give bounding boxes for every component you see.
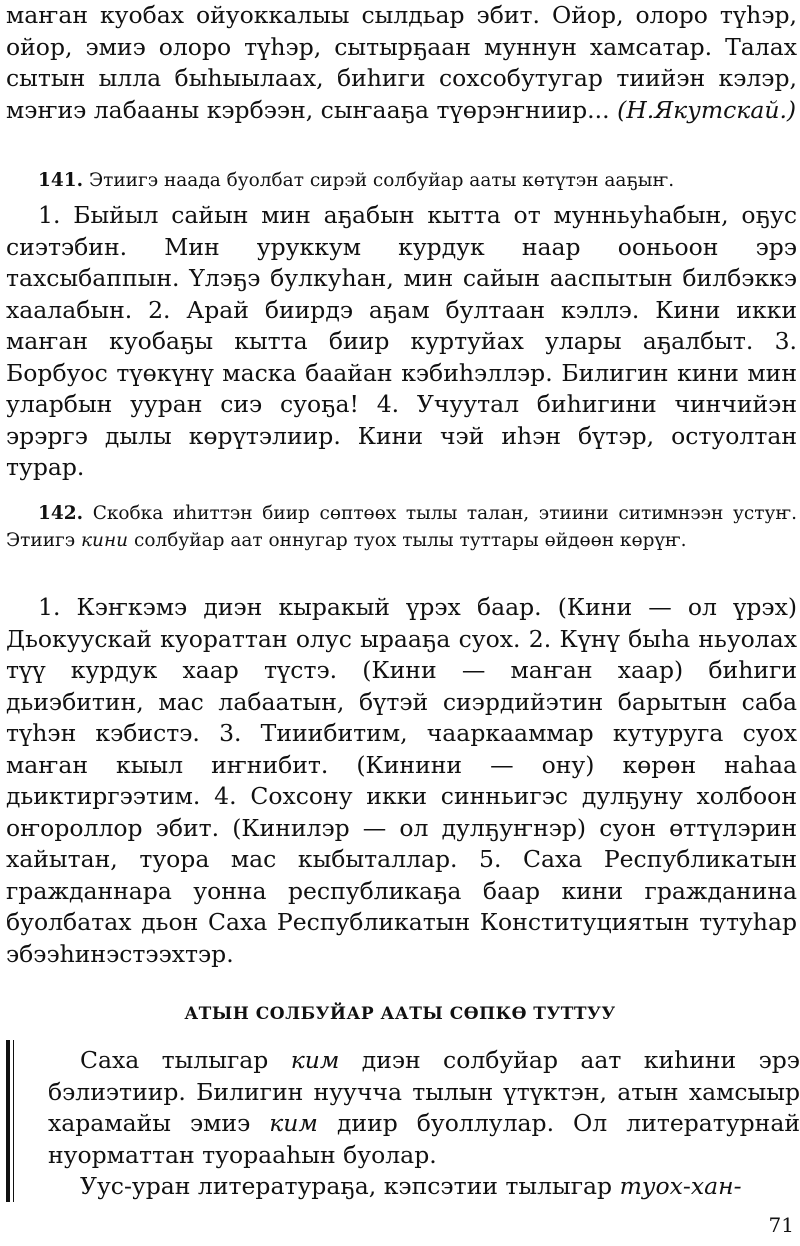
exercise-141-task	[6, 167, 797, 194]
exercise-142-instruction-a: Скобка иһиттэн биир сөптөөх тылы талан, этиини ситимнээн устуҥ. Этиигэ	[6, 503, 797, 551]
rule-margin-bar	[6, 1040, 10, 1202]
rule-p1-c: диир буоллулар. Ол литературнай нуорматтан туораaһын буолар.	[48, 1109, 800, 1169]
section-heading: АТЫН СОЛБУЙАР ААТЫ СӨПКӨ ТУТТУУ	[184, 1004, 616, 1024]
page-number: 71	[768, 1213, 794, 1237]
exercise-142-instruction-b: солбуйар аат оннугар туох тылы туттары өйдөөн көрүҥ.	[133, 530, 687, 551]
opening-paragraph	[6, 0, 797, 126]
exercise-141-number: 141.	[38, 170, 84, 191]
exercise-142-text	[6, 592, 797, 970]
exercise-141-instruction: Этиигэ наада буолбат сирэй солбуйар ааты көтүтэн ааҕыҥ.	[88, 170, 675, 191]
rule-margin-line	[13, 1040, 14, 1202]
exercise-142-instruction-italic: кини	[81, 530, 129, 551]
rule-p2-a: Уус-уран литератураҕа, кэпсэтии тылыгар	[80, 1172, 613, 1200]
exercise-141-text	[6, 200, 797, 484]
exercise-142-number: 142.	[38, 503, 84, 524]
rule-p1-italic: ким	[290, 1046, 340, 1074]
rule-p1-italic-2: ким	[269, 1109, 318, 1137]
exercise-142-body: 1. Кэҥкэмэ диэн кыракый үрэх баар. (Кини — ол үрэх) Дьокуускай куораттан олус ырааҕа суох. 2. Күнү быһа ньуолах түү курдук хаар түстэ. (Кини — маҥан хаар) биһиги дьиэбитин, мас лабаатын, бүтэй сиэрдийэтин барытын саба түһэн кэбистэ. 3. Тииибитим, чааркааммар кутуруга суох маҥан кыыл иҥнибит. (Кинини — ону) көрөн наһаа дьиктиргээтим. 4. Сохсону икки синньигэс дулҕуну холбоон оҥороллор эбит. (Кинилэр — ол дулҕуҥнэр) суон өттүлэрин хайытан, туора мас кыбыталлар. 5. Саха Республикатын гражданнара уонна республикаҕа баар кини гражданина буолбатах дьон Саха Республикатын Конституциятын тутуһар эбээһинэстээхтэр.	[6, 593, 797, 968]
rule-p1-b: диэн солбуйар аат киһини эрэ бэлиэтиир. Билигин нуучча тылын үтүктэн, атын хамсыыр харамайы эмиэ	[48, 1046, 800, 1137]
opening-author: (Н.Якутскай.)	[617, 95, 797, 124]
rule-text	[48, 1045, 800, 1203]
exercise-141-body: 1. Быйыл сайын мин аҕабын кытта от мунньуһабын, оҕус сиэтэбин. Мин уруккум курдук наар ооньоон эрэ тахсыбаппын. Үлэҕэ булкуһан, мин сайын ааспытын билбэккэ хаалабын. 2. Арай биирдэ аҕам бултаан кэллэ. Кини икки маҥан куобаҕы кытта биир куртуйах улары аҕалбыт. 3. Борбуос түөкүнү маска баайан кэбиһэллэр. Билигин кини мин уларбын ууран сиэ суоҕа! 4. Учуутал биһигини чинчийэн эрэргэ дылы көрүтэлиир. Кини чэй иһэн бүтэр, остуолтан турар.	[6, 201, 797, 481]
rule-p1-a: Саха тылыгар	[80, 1046, 269, 1074]
rule-p2-italic: туох-хан-	[619, 1172, 742, 1200]
exercise-142-task	[6, 500, 797, 554]
opening-text: маҥан куобах ойуоккалыы сылдьар эбит. Ойор, олоро түһэр, ойор, эмиэ олоро түһэр, сытырҕаан муннун хамсатар. Талах сытын ылла быһыылаах, биһиги сохсобутугар тиийэн кэлэр, мэҥиэ лабааны кэрбээн, сыҥааҕа түөрэҥниир...	[6, 1, 797, 124]
